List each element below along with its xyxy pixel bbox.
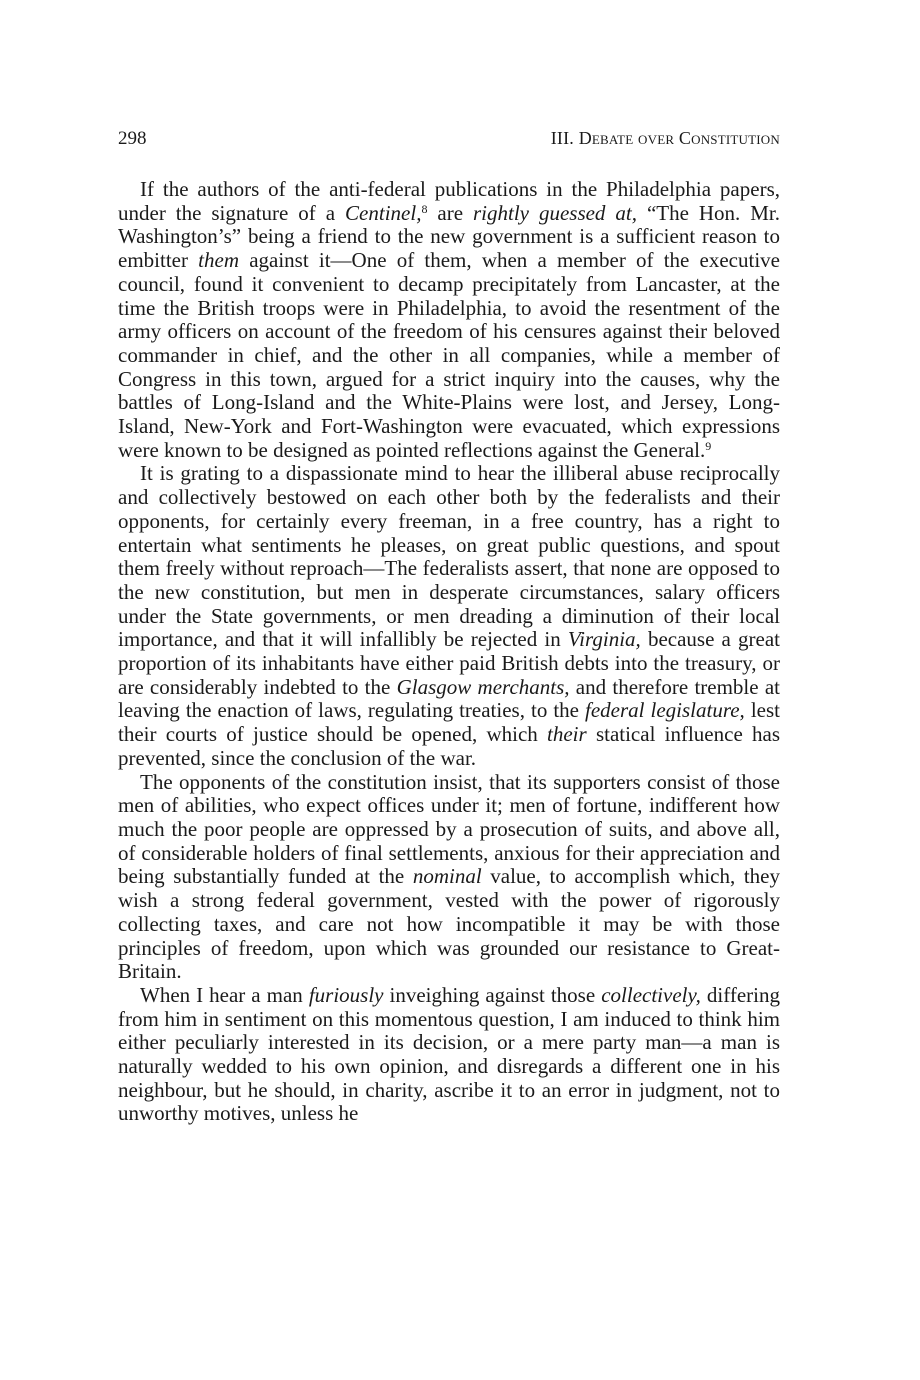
text-run: If the authors of the anti-federal publications in the Philadelphia papers, under the signature of a <box>118 177 780 225</box>
text-run: statical influence has prevented, since the conclusion of the war. <box>118 722 780 770</box>
text-run: differing from him in sentiment on this momentous question, I am induced to think him either peculiarly interested in its decision, or a mere party man—a man is naturally wedded to his own opinion, and disregards a different one in his neighbour, but he should, in charity, ascribe it to an error in judgment, not to unworthy motives, unless he <box>118 982 781 1126</box>
book-page <box>118 128 780 1126</box>
body-text <box>118 178 780 1126</box>
italic-text: furiously <box>308 982 384 1007</box>
italic-text: Virginia, <box>567 627 641 652</box>
text-run: because a great proportion of its inhabitants have either paid British debts into the treasury, or are considerably indebted to the <box>118 627 780 699</box>
text-run: against it—One of them, when a member of the executive council, found it convenient to decamp precipitately from Lancaster, at the time the British troops were in Philadelphia, to avoid the resentment of the army officers on account of the freedom of his censures against their beloved commander in chief, and the other in all companies, while a member of Congress in this town, argued for a strict inquiry into the causes, why the battles of Long-Island and the White-Plains were lost, and Jersey, Long-Island, New-York and Fort-Washington were evacuated, which expressions were known to be designed as pointed reflections against the General. <box>118 248 780 462</box>
italic-text: federal legislature, <box>585 698 745 723</box>
paragraph-3 <box>118 771 780 984</box>
footnote-ref: 9 <box>705 438 712 453</box>
text-run: and therefore tremble at leaving the enaction of laws, regulating treaties, to the <box>118 674 781 723</box>
italic-text: their <box>547 722 587 747</box>
page-number: 298 <box>118 128 147 149</box>
section-title: III. Debate over Constitution <box>550 128 780 148</box>
italic-text: nominal <box>412 864 482 889</box>
text-run: lest their courts of justice should be opened, which <box>118 698 780 747</box>
text-run: “The Hon. Mr. Washington’s” being a friend to the new government is a sufficient reason to embitter <box>118 200 780 273</box>
text-run: value, to accomplish which, they wish a strong federal government, vested with the power of rigorously collecting taxes, and care not how incompatible it may be with those principles of freedom, upon which was grounded our resistance to Great-Britain. <box>118 864 780 984</box>
text-run: are <box>427 200 473 225</box>
running-header <box>118 128 780 156</box>
paragraph-4 <box>118 984 780 1126</box>
text-run: When I hear a man <box>140 982 309 1007</box>
italic-text: them <box>198 248 239 273</box>
paragraph-2 <box>118 462 780 770</box>
italic-text: Centinel, <box>345 200 422 225</box>
text-run: It is grating to a dispassionate mind to hear the illiberal abuse reciprocally and collectively bestowed on each other both by the federalists and their opponents, for certainly every freeman, in a free country, has a right to entertain what sentiments he pleases, on great public questions, and spout them freely without reproach—The federalists assert, that none are opposed to the new constitution, but men in desperate circumstances, salary officers under the State governments, or men dreading a diminution of their local importance, and that it will infallibly be rejected in <box>118 461 780 652</box>
text-run: The opponents of the constitution insist, that its supporters consist of those men of abilities, who expect offices under it; men of fortune, indifferent how much the poor people are oppressed by a prosecution of suits, and above all, of considerable holders of final settlements, anxious for their appreciation and being substantially funded at the <box>118 769 780 889</box>
italic-text: collectively, <box>601 982 701 1007</box>
text-run: inveighing against those <box>383 982 602 1007</box>
italic-text: rightly guessed at, <box>473 200 637 225</box>
italic-text: Glasgow merchants, <box>396 674 570 699</box>
paragraph-1 <box>118 178 780 462</box>
footnote-ref: 8 <box>421 201 428 216</box>
